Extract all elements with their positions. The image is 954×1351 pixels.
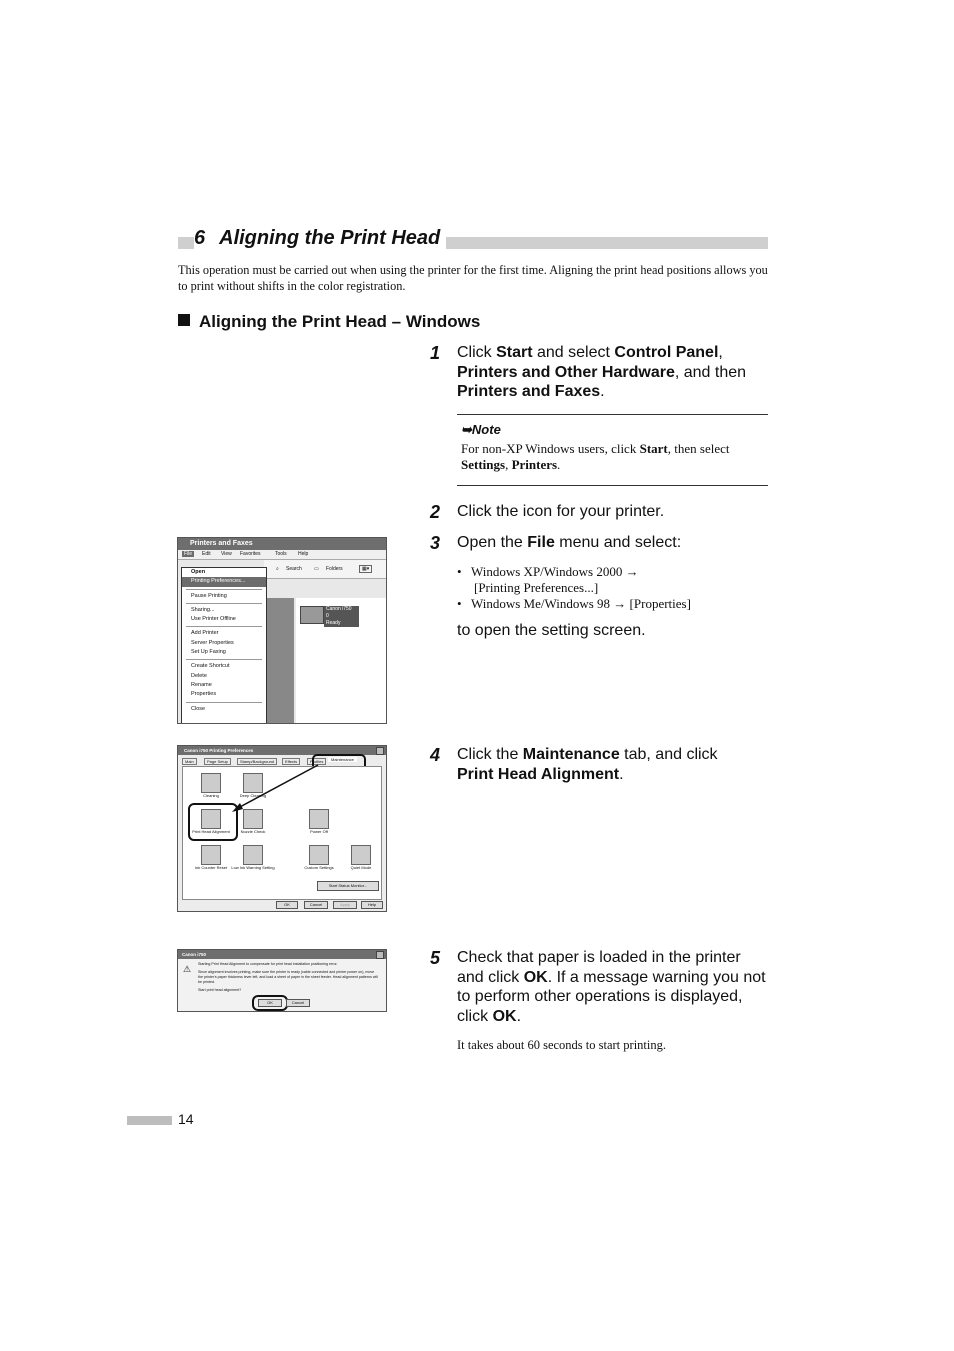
note-text bbox=[461, 441, 766, 473]
window-titlebar bbox=[178, 950, 386, 959]
menu-favorites[interactable]: Favorites bbox=[240, 551, 261, 557]
file-menu-dropdown bbox=[181, 567, 267, 724]
menu-item-close[interactable]: Close bbox=[191, 705, 206, 712]
cancel-button[interactable]: Cancel bbox=[304, 901, 328, 909]
custom-settings-label: Custom Settings bbox=[304, 865, 334, 870]
printer-status: Ready bbox=[326, 620, 341, 626]
bold-term: Maintenance bbox=[522, 746, 620, 763]
note-label-text: Note bbox=[471, 422, 501, 437]
tab-page-setup[interactable]: Page Setup bbox=[204, 758, 231, 765]
text: Click bbox=[457, 344, 497, 361]
close-icon[interactable] bbox=[376, 951, 384, 959]
ok-button[interactable]: OK bbox=[258, 999, 282, 1007]
menu-item-create-shortcut[interactable]: Create Shortcut bbox=[191, 663, 230, 670]
low-ink-warning-label: Low Ink Warning Setting bbox=[231, 865, 275, 870]
tab-maintenance[interactable]: Maintenance bbox=[328, 757, 357, 762]
tab-effects[interactable]: Effects bbox=[282, 758, 300, 765]
menu-separator bbox=[186, 589, 262, 590]
window-title: Canon i750 bbox=[182, 952, 207, 957]
menu-separator bbox=[186, 603, 262, 604]
cancel-button[interactable]: Cancel bbox=[286, 999, 310, 1007]
views-icon[interactable]: ▦▾ bbox=[359, 565, 372, 573]
page-number: 14 bbox=[178, 1111, 194, 1127]
bold-term: Print Head Alignment bbox=[457, 765, 620, 783]
alignment-confirm-screenshot bbox=[177, 949, 387, 1012]
printer-jobs: 0 bbox=[326, 613, 329, 619]
deep-cleaning-label: Deep Cleaning bbox=[239, 793, 267, 798]
menu-item-delete[interactable]: Delete bbox=[191, 672, 207, 679]
step-5-after: It takes about 60 seconds to start printing. bbox=[457, 1038, 666, 1052]
printer-icon[interactable] bbox=[300, 606, 324, 624]
menu-separator bbox=[186, 626, 262, 627]
section-title-text: Aligning the Print Head bbox=[219, 227, 441, 249]
bold-term: Settings bbox=[461, 457, 506, 472]
folders-button[interactable]: Folders bbox=[326, 566, 343, 572]
dialog-message: Starting Print Head Alignment to compensate for print head installation positioning error. bbox=[198, 962, 338, 966]
printer-name: Canon i750 bbox=[326, 606, 352, 612]
bold-term: Printers and Other Hardware bbox=[457, 363, 675, 381]
text: For non-XP Windows users, click bbox=[461, 441, 640, 456]
bold-term: Start bbox=[639, 441, 668, 456]
text: Click the bbox=[457, 746, 523, 763]
text: [Printing Preferences...] bbox=[474, 580, 599, 595]
subheading bbox=[178, 311, 480, 333]
menu-item-server-properties[interactable]: Server Properties bbox=[191, 639, 234, 646]
list-item bbox=[457, 564, 769, 596]
text: and select bbox=[532, 344, 615, 361]
window-title: Printers and Faxes bbox=[190, 540, 253, 547]
note-label bbox=[461, 422, 501, 438]
step-number: 3 bbox=[430, 533, 441, 553]
bold-term: OK bbox=[492, 1007, 517, 1025]
folders-icon[interactable]: ▭ bbox=[314, 566, 319, 572]
intro-paragraph: This operation must be carried out when using the printer for the first time. Aligning the print head positions allows you to print without shifts in the color registration. bbox=[178, 263, 768, 293]
menu-help[interactable]: Help bbox=[298, 551, 309, 557]
text: menu and select: bbox=[554, 534, 682, 551]
text: Windows XP/Windows 2000 → bbox=[471, 564, 639, 579]
text: , bbox=[718, 344, 723, 361]
text: Windows Me/Windows 98 → [Properties] bbox=[471, 596, 691, 611]
nozzle-check-label: Nozzle Check bbox=[240, 829, 266, 834]
step-1-text bbox=[457, 343, 769, 402]
menu-item-printing-preferences[interactable]: Printing Preferences... bbox=[182, 577, 266, 586]
text: . If a message warning you not to perform other operations is displayed, click bbox=[457, 968, 766, 1025]
task-pane bbox=[264, 598, 294, 723]
text: . bbox=[557, 457, 561, 472]
tab-profiles[interactable]: Profiles bbox=[307, 758, 326, 765]
bold-term: OK bbox=[523, 968, 548, 986]
tab-main[interactable]: Main bbox=[182, 758, 197, 765]
note-divider-top bbox=[457, 414, 768, 415]
step-3-after: to open the setting screen. bbox=[457, 622, 646, 639]
menu-item-properties[interactable]: Properties bbox=[191, 691, 217, 698]
step-2-text: Click the icon for your printer. bbox=[457, 503, 665, 520]
quiet-mode-label: Quiet Mode bbox=[350, 865, 372, 870]
text: Check that paper is loaded in the printer and click bbox=[457, 949, 741, 986]
callout-arrow bbox=[178, 746, 386, 911]
printing-preferences-screenshot bbox=[177, 745, 387, 912]
text: . bbox=[516, 1007, 522, 1025]
step-number: 5 bbox=[430, 948, 441, 968]
print-head-alignment-label: Print Head Alignment bbox=[192, 829, 230, 834]
page-number-bar bbox=[127, 1116, 172, 1125]
bold-term: Printers and Faxes bbox=[457, 383, 601, 400]
help-button[interactable]: Help bbox=[361, 901, 383, 909]
cleaning-label: Cleaning bbox=[203, 793, 219, 798]
menu-file[interactable]: File bbox=[184, 551, 193, 557]
ok-highlight bbox=[252, 995, 288, 1011]
warning-icon: ⚠ bbox=[183, 964, 192, 974]
text: , then select bbox=[667, 441, 730, 456]
power-off-label: Power Off bbox=[310, 829, 328, 834]
window-titlebar bbox=[178, 538, 386, 550]
apply-button[interactable]: Apply bbox=[333, 901, 357, 909]
bold-term: Start bbox=[496, 344, 533, 361]
ok-button[interactable]: OK bbox=[276, 901, 298, 909]
pencil-icon: ➥ bbox=[461, 422, 472, 437]
step-number: 4 bbox=[430, 745, 441, 765]
text: , and then bbox=[674, 363, 747, 381]
ink-counter-reset-label: Ink Counter Reset bbox=[194, 865, 228, 870]
step-number: 2 bbox=[430, 502, 441, 522]
text: Open the bbox=[457, 534, 528, 551]
printer-label[interactable] bbox=[324, 606, 359, 627]
step-3-text bbox=[457, 533, 769, 553]
window-title: Canon i750 Printing Preferences bbox=[184, 748, 254, 753]
subheading-text: Aligning the Print Head – Windows bbox=[199, 312, 481, 331]
step-5-text bbox=[457, 948, 769, 1026]
menu-item-rename[interactable]: Rename bbox=[191, 681, 212, 688]
menu-item-sharing[interactable]: Sharing... bbox=[191, 606, 215, 613]
text: , bbox=[505, 457, 512, 472]
menu-item-set-up-faxing[interactable]: Set Up Faxing bbox=[191, 649, 226, 656]
dialog-question: Start print head alignment? bbox=[198, 988, 242, 992]
square-bullet-icon bbox=[178, 314, 190, 326]
toolbar bbox=[264, 560, 386, 579]
menu-separator bbox=[186, 659, 262, 660]
menu-item-open[interactable]: Open bbox=[191, 569, 206, 575]
menubar bbox=[178, 550, 386, 560]
bold-term: Control Panel bbox=[614, 344, 719, 361]
menu-item-pause-printing[interactable]: Pause Printing bbox=[191, 592, 227, 599]
text: tab, and click bbox=[619, 746, 718, 763]
menu-item-use-offline[interactable]: Use Printer Offline bbox=[191, 616, 236, 623]
section-number: 6 bbox=[194, 227, 206, 249]
printers-faxes-screenshot bbox=[177, 537, 387, 724]
search-icon[interactable]: ⌕ bbox=[276, 566, 279, 572]
menu-tools[interactable]: Tools bbox=[275, 551, 287, 557]
dialog-message: Since alignment involves printing, make sure the printer is ready (cable connected and printer power on), move the printer's paper thickness lever left, and load a sheet of paper in the sheet feeder. Head alignment patterns will be printed. bbox=[198, 970, 378, 984]
step-4-text bbox=[457, 745, 769, 784]
text: . bbox=[619, 765, 624, 783]
menu-separator bbox=[186, 702, 262, 703]
tab-stamp-background[interactable]: Stamp/Background bbox=[237, 758, 277, 765]
bold-term: Printers bbox=[511, 457, 558, 472]
section-title bbox=[194, 226, 446, 250]
bold-term: File bbox=[527, 534, 555, 551]
menu-view[interactable]: View bbox=[221, 551, 232, 557]
printer-list bbox=[296, 598, 386, 723]
text: . bbox=[600, 383, 605, 400]
os-options-list bbox=[457, 564, 769, 612]
menu-item-add-printer[interactable]: Add Printer bbox=[191, 630, 219, 637]
search-button[interactable]: Search bbox=[286, 566, 302, 572]
start-status-monitor-button[interactable]: Start Status Monitor... bbox=[317, 881, 379, 891]
step-number: 1 bbox=[430, 343, 441, 363]
note-divider-bottom bbox=[457, 485, 768, 486]
menu-edit[interactable]: Edit bbox=[202, 551, 211, 557]
list-item bbox=[457, 596, 769, 612]
